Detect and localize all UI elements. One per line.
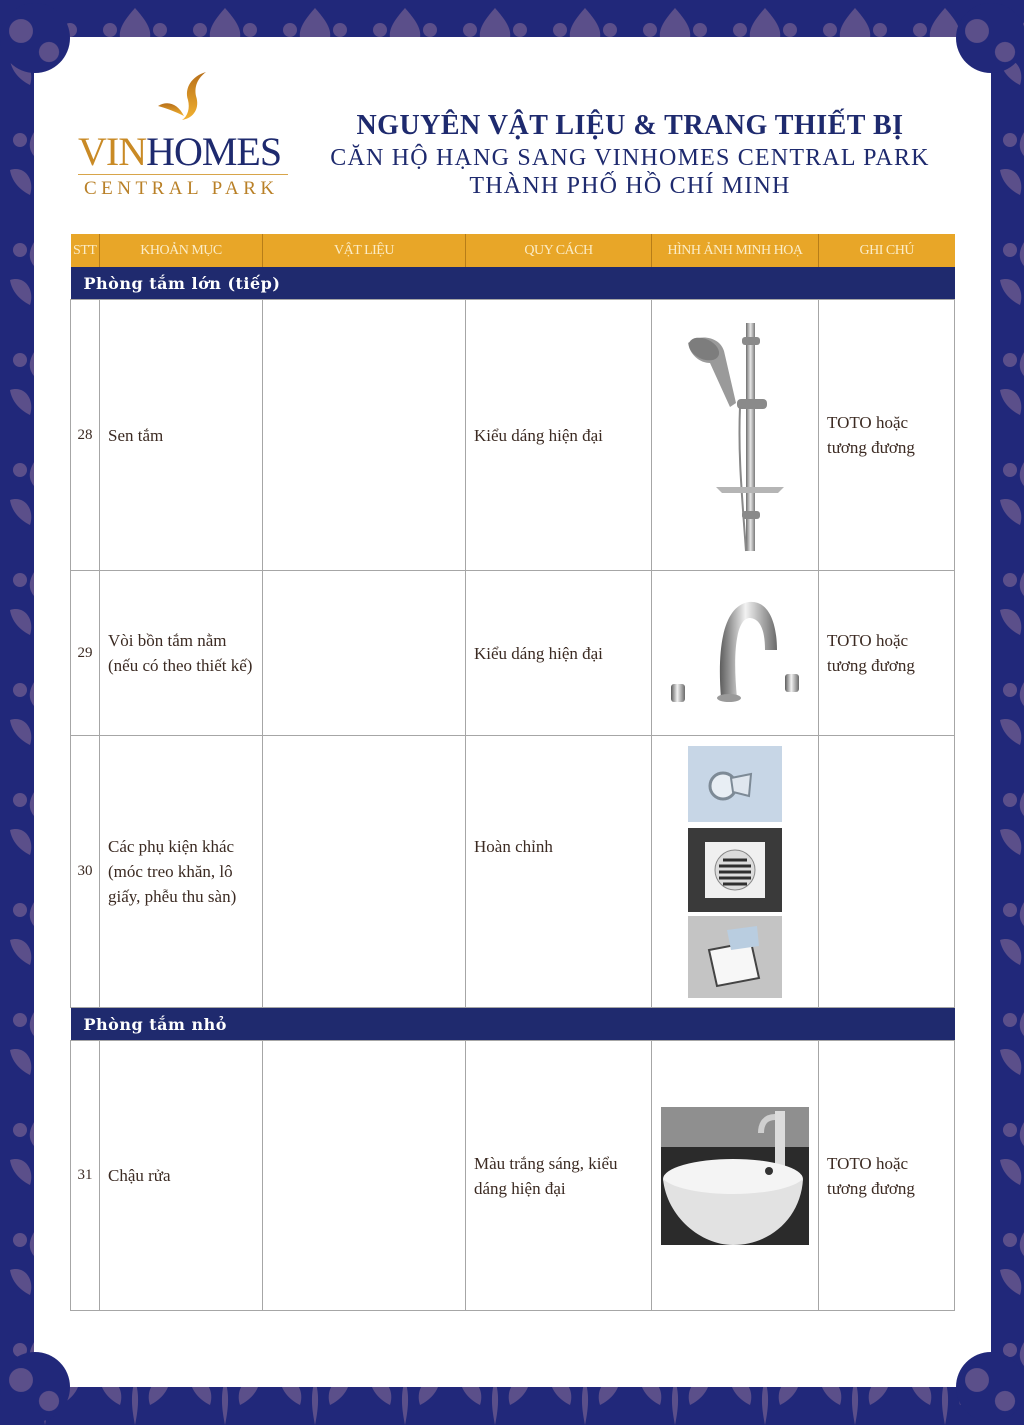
row-spec: Kiểu dáng hiện đại — [466, 300, 652, 571]
row-image — [652, 736, 819, 1008]
row-spec: Kiểu dáng hiện đại — [466, 571, 652, 736]
page-subtitle-location: THÀNH PHỐ HỒ CHÍ MINH — [469, 173, 791, 199]
column-header-item: KHOẢN MỤC — [100, 234, 263, 267]
column-header-material: VẬT LIỆU — [263, 234, 466, 267]
row-spec: Hoàn chỉnh — [466, 736, 652, 1008]
section-title: Phòng tắm nhỏ — [71, 1008, 955, 1041]
section-header — [71, 267, 955, 300]
section-title: Phòng tắm lớn (tiếp) — [71, 267, 955, 300]
row-number: 31 — [71, 1041, 100, 1311]
page-subtitle: CĂN HỘ HẠNG SANG VINHOMES CENTRAL PARK — [330, 145, 930, 171]
corner-ornament — [956, 1352, 1024, 1422]
row-image — [652, 1041, 819, 1311]
corner-ornament — [0, 1352, 70, 1422]
row-note: TOTO hoặc tương đương — [819, 1041, 955, 1311]
column-header-stt: STT — [71, 234, 100, 267]
row-note: TOTO hoặc tương đương — [819, 300, 955, 571]
bathtub-faucet-icon — [665, 588, 805, 718]
corner-ornament — [0, 3, 70, 73]
row-item: Sen tắm — [100, 300, 263, 571]
table-row — [71, 736, 955, 1008]
logo-subtitle: CENTRAL PARK — [84, 178, 279, 199]
page-title: NGUYÊN VẬT LIỆU & TRANG THIẾT BỊ — [356, 110, 904, 141]
document-header — [330, 108, 930, 200]
shower-set-icon — [680, 315, 790, 555]
table-row — [71, 571, 955, 736]
logo-divider — [78, 174, 288, 175]
row-item: Các phụ kiện khác (móc treo khăn, lô giấy, phễu thu sàn) — [100, 736, 263, 1008]
table-row — [71, 300, 955, 571]
row-image — [652, 571, 819, 736]
row-note: TOTO hoặc tương đương — [819, 571, 955, 736]
logo-wordmark: VINHOMES — [78, 129, 282, 174]
row-number: 29 — [71, 571, 100, 736]
table-header-row — [71, 234, 955, 267]
paper-holder-icon — [688, 916, 782, 998]
row-item: Chậu rửa — [100, 1041, 263, 1311]
vinhomes-logo — [72, 68, 294, 203]
section-header — [71, 1008, 955, 1041]
row-material — [263, 571, 466, 736]
table-row — [71, 1041, 955, 1311]
accessories-icon — [687, 746, 783, 998]
floor-drain-icon — [688, 828, 782, 912]
row-note — [819, 736, 955, 1008]
row-material — [263, 736, 466, 1008]
corner-ornament — [956, 3, 1024, 73]
wash-basin-icon — [661, 1107, 809, 1245]
column-header-spec: QUY CÁCH — [466, 234, 652, 267]
row-image — [652, 300, 819, 571]
materials-table — [70, 234, 955, 1311]
row-item: Vòi bồn tắm nằm (nếu có theo thiết kế) — [100, 571, 263, 736]
towel-hook-icon — [688, 746, 782, 822]
bird-flame-icon — [154, 68, 214, 126]
row-spec: Màu trắng sáng, kiểu dáng hiện đại — [466, 1041, 652, 1311]
row-material — [263, 300, 466, 571]
row-number: 28 — [71, 300, 100, 571]
column-header-note: GHI CHÚ — [819, 234, 955, 267]
row-number: 30 — [71, 736, 100, 1008]
row-material — [263, 1041, 466, 1311]
column-header-image: HÌNH ẢNH MINH HOẠ — [652, 234, 819, 267]
